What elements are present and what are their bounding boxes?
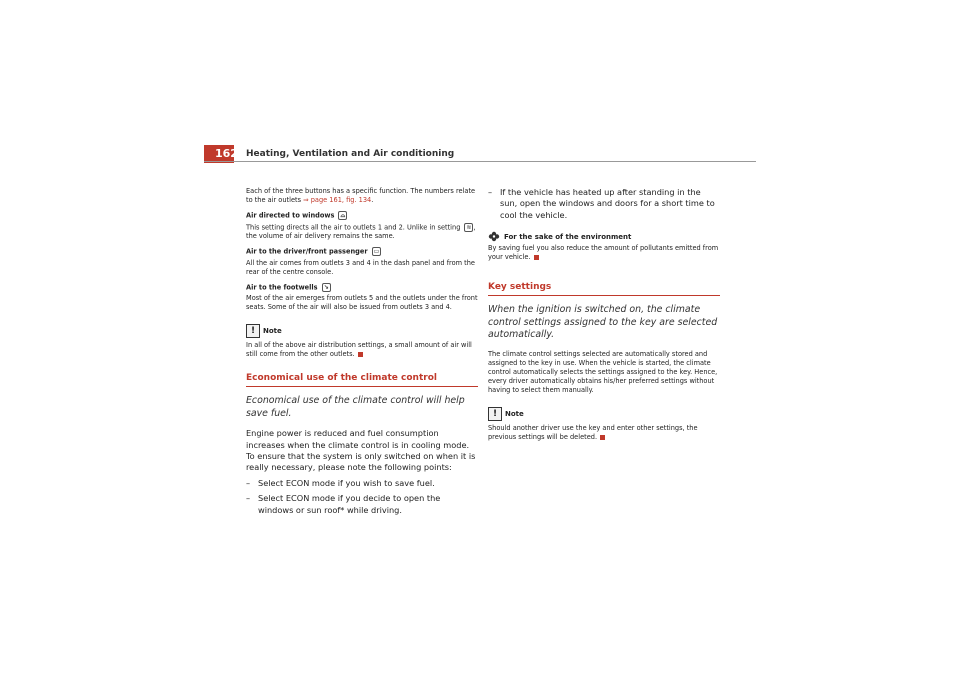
driver-text: All the air comes from outlets 3 and 4 in the dash panel and from the rear of the centre console. <box>246 258 475 276</box>
left-column <box>246 187 478 516</box>
list-item: – Select ECON mode if you wish to save fuel. <box>246 477 435 488</box>
end-of-section-icon <box>358 352 363 357</box>
subtitle-economical: Economical use of the climate control will help save fuel. <box>246 395 465 419</box>
key-settings-body: The climate control settings selected are automatically stored and assigned to the key in use. When the vehicle is started, the climate control automatically selects the settings assigned to the key. Hence, every driver automatically obtains his/her preferred settings without having to select them manually. <box>488 350 718 394</box>
windows-text: This setting directs all the air to outlets 1 and 2. Unlike in setting ≋ , the volume of air delivery remains the same. <box>246 223 476 240</box>
intro-paragraph: Each of the three buttons has a specific function. The numbers relate to the air outlets ⇒ page 161, fig. 134. <box>246 187 476 204</box>
footwells-heading: Air to the footwells ↘ <box>246 283 329 291</box>
note-icon: ! <box>488 407 502 421</box>
environment-flower-icon <box>488 231 500 242</box>
page-number: 162 <box>204 145 234 163</box>
right-column <box>488 187 720 444</box>
windows-heading: Air directed to windows ⌓ <box>246 211 346 220</box>
environment-heading: For the sake of the environment <box>488 231 720 242</box>
windshield-icon: ⌓ <box>340 212 346 219</box>
note-text: Should another driver use the key and enter other settings, the previous settings will be deleted. <box>488 424 698 441</box>
page-reference-link[interactable]: ⇒ page 161, fig. 134 <box>303 196 372 204</box>
footwells-text: Most of the air emerges from outlets 5 and the outlets under the front seats. Some of the air will also be issued from outlets 3 and 4. <box>246 294 478 311</box>
note-icon: ! <box>246 324 260 338</box>
economical-body: Engine power is reduced and fuel consumption increases when the climate control is in cooling mode. To ensure that the system is only switched on when it is really necessary, please note the following points: <box>246 428 476 473</box>
driver-heading: Air to the driver/front passenger ▭ <box>246 247 380 256</box>
section-title-key-settings: Key settings <box>488 282 720 296</box>
list-item: – Select ECON mode if you decide to open the windows or sun roof* while driving. <box>246 493 441 515</box>
page-header-title: Heating, Ventilation and Air conditioning <box>246 149 455 159</box>
defrost-icon: ≋ <box>466 223 472 231</box>
dash-vent-icon: ▭ <box>373 248 380 255</box>
note-heading: ! Note <box>488 407 720 421</box>
end-of-section-icon <box>534 255 539 260</box>
section-title-economical: Economical use of the climate control <box>246 373 478 387</box>
note-heading: ! Note <box>246 324 478 338</box>
note-text: In all of the above air distribution settings, a small amount of air will still come from the other outlets. <box>246 341 472 358</box>
subtitle-key-settings: When the ignition is switched on, the climate control settings assigned to the key are selected automatically. <box>488 304 718 341</box>
header-divider <box>204 161 756 162</box>
end-of-section-icon <box>600 435 605 440</box>
list-item: – If the vehicle has heated up after standing in the sun, open the windows and doors for a short time to cool the vehicle. <box>488 187 715 220</box>
footwell-icon: ↘ <box>323 283 329 291</box>
environment-text: By saving fuel you also reduce the amount of pollutants emitted from your vehicle. <box>488 244 719 262</box>
